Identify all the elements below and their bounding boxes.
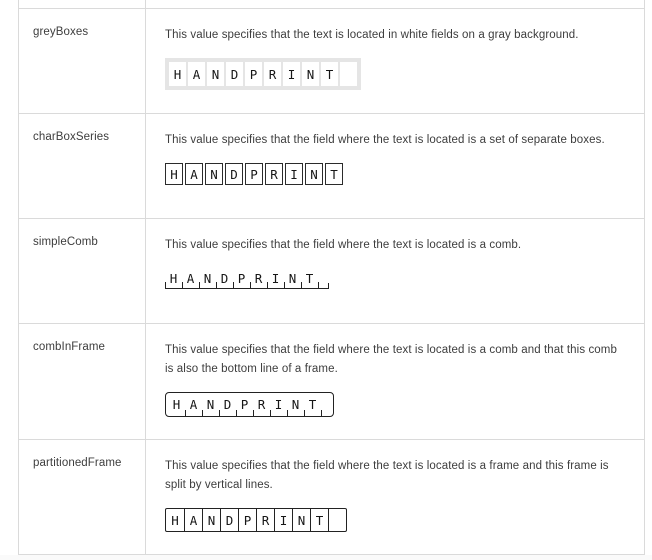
handprint-example: [165, 163, 343, 185]
remnant-label-cell: [19, 0, 146, 8]
value-name: simpleComb: [19, 219, 146, 323]
letter-cell: I: [267, 268, 284, 289]
value-name: greyBoxes: [19, 9, 146, 113]
value-description: This value specifies that the field where the text is located is a set of separate boxes.: [165, 134, 605, 146]
letter-cell: A: [185, 394, 202, 415]
letter-cell: D: [225, 163, 243, 185]
letter-cell: D: [216, 268, 233, 289]
letter-cell: P: [233, 268, 250, 289]
letter-cell: I: [285, 163, 303, 185]
letter-cell: T: [310, 509, 328, 531]
letter-cell: P: [245, 163, 263, 185]
value-name: combInFrame: [19, 324, 146, 439]
letter-cell: D: [219, 394, 236, 415]
value-description: This value specifies that the field where the text is located is a frame and this frame is split by vertical lines.: [165, 460, 609, 491]
table-row: [19, 8, 644, 113]
letter-cell: N: [292, 509, 310, 531]
empty-cell: [340, 62, 357, 86]
letter-cell: A: [182, 268, 199, 289]
letter-cell: R: [264, 62, 281, 86]
letter-cell: N: [202, 394, 219, 415]
page-background-strip: [0, 555, 652, 560]
empty-cell: [321, 394, 331, 415]
value-cell: [146, 9, 644, 113]
empty-cell: [318, 268, 328, 289]
empty-cell: [328, 509, 346, 531]
value-cell: [146, 219, 644, 323]
value-description: This value specifies that the field where the text is located is a comb and that this comb is also the bottom line of a frame.: [165, 344, 617, 375]
value-description: This value specifies that the text is located in white fields on a gray background.: [165, 29, 579, 41]
table-row: [19, 113, 644, 218]
handprint-example: [165, 58, 361, 90]
table-row-remnant: [19, 0, 644, 8]
handprint-example: [165, 508, 347, 532]
letter-cell: N: [305, 163, 323, 185]
letter-cell: H: [165, 163, 183, 185]
letter-cell: R: [265, 163, 283, 185]
letter-cell: D: [226, 62, 243, 86]
letter-cell: H: [172, 397, 181, 412]
letter-cell: T: [325, 163, 343, 185]
letter-cell: N: [284, 268, 301, 289]
letter-cell: I: [274, 509, 292, 531]
letter-cell: A: [188, 62, 205, 86]
table-row: [19, 439, 644, 554]
letter-cell: P: [236, 394, 253, 415]
letter-cell: H: [165, 268, 182, 289]
field-style-table: [18, 0, 645, 555]
letter-cell: H: [171, 512, 179, 528]
letter-cell: N: [199, 268, 216, 289]
letter-cell: N: [302, 62, 319, 86]
letter-cell: R: [253, 394, 270, 415]
value-cell: [146, 324, 644, 439]
letter-cell: R: [250, 268, 267, 289]
letter-cell: P: [238, 509, 256, 531]
letter-cell: N: [287, 394, 304, 415]
handprint-example: [165, 392, 334, 417]
value-name: charBoxSeries: [19, 114, 146, 218]
value-description: This value specifies that the field where the text is located is a comb.: [165, 239, 522, 251]
letter-cell: T: [304, 394, 321, 415]
letter-cell: A: [184, 509, 202, 531]
letter-cell: R: [256, 509, 274, 531]
letter-cell: T: [301, 268, 318, 289]
table-row: [19, 323, 644, 439]
letter-cell: A: [185, 163, 203, 185]
letter-cell: N: [205, 163, 223, 185]
value-name: partitionedFrame: [19, 440, 146, 554]
letter-cell: P: [245, 62, 262, 86]
letter-cell: N: [202, 509, 220, 531]
field-style-table-body: [19, 8, 644, 554]
letter-cell: I: [283, 62, 300, 86]
letter-cell: D: [220, 509, 238, 531]
handprint-example: [165, 268, 329, 289]
value-cell: [146, 114, 644, 218]
value-cell: [146, 440, 644, 554]
letter-cell: I: [270, 394, 287, 415]
table-row: [19, 218, 644, 323]
letter-cell: H: [169, 62, 186, 86]
letter-cell: N: [207, 62, 224, 86]
letter-cell: T: [321, 62, 338, 86]
